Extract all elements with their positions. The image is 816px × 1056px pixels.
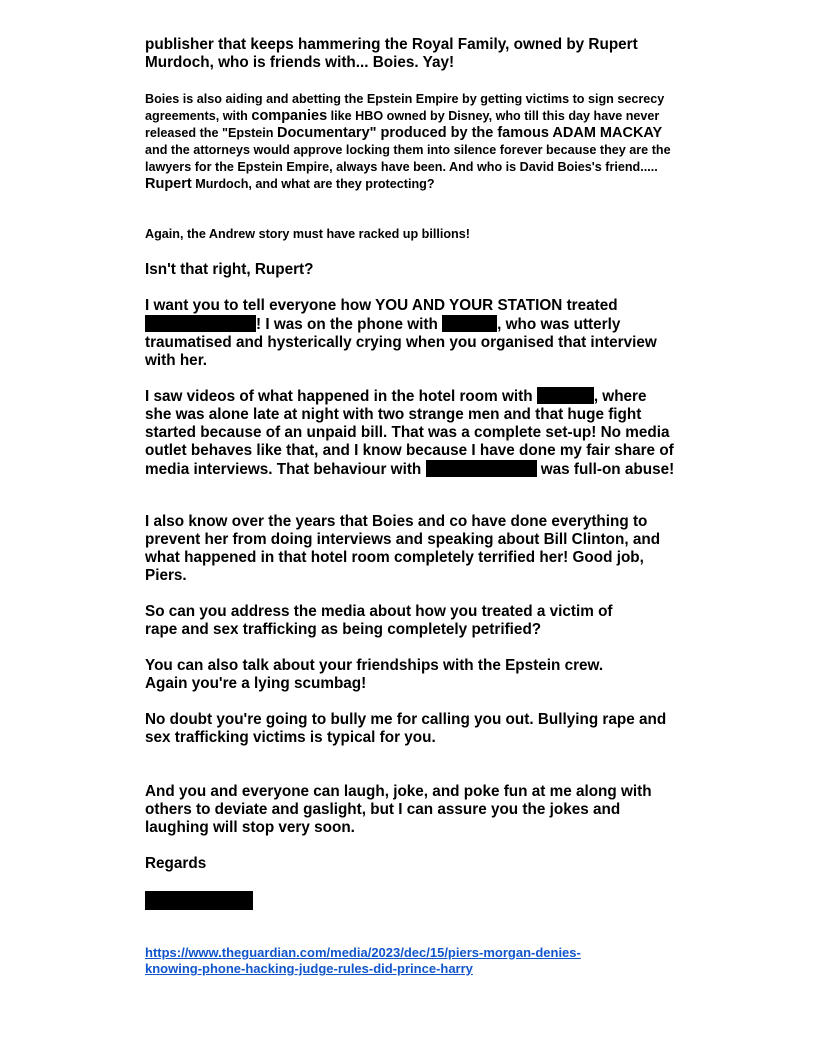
- paragraph-station-text-1: I want you to tell everyone how YOU AND YOUR STATION treated: [145, 297, 618, 314]
- paragraph-boies-text-4: Murdoch, and what are they protecting?: [191, 177, 435, 191]
- paragraph-hotel: [145, 387, 675, 479]
- paragraph-hotel-text-2: , where she was alone late at night with two strange men and that huge fight started because of an unpaid bill. That was a complete set-up! No media outlet behaves like that, and I know because I have done my fair share of media interviews. That behaviour with: [145, 388, 674, 478]
- redacted-name: [442, 315, 497, 332]
- paragraph-hotel-text-3: was full-on abuse!: [536, 461, 675, 478]
- paragraph-boies-companies: companies: [251, 108, 328, 124]
- paragraph-publisher: publisher that keeps hammering the Royal Family, owned by Rupert Murdoch, who is friends with... Boies. Yay!: [145, 36, 638, 71]
- paragraph-boies-and-co: I also know over the years that Boies and co have done everything to prevent her from doing interviews and speaking about Bill Clinton, and what happened in that hotel room completely terrified her! Good job, Piers.: [145, 513, 661, 584]
- paragraph-friendships: You can also talk about your friendships with the Epstein crew. Again you're a lying scumbag!: [145, 657, 604, 692]
- paragraph-boies-rupert: Rupert: [145, 176, 192, 192]
- paragraph-boies-text-3: and the attorneys would approve locking them into silence forever because they are the lawyers for the Epstein Empire, always have been. And who is David Boies's friend.....: [145, 143, 671, 174]
- paragraph-station: [145, 297, 675, 370]
- paragraph-boies-documentary: Documentary" produced by the famous ADAM MACKAY: [276, 125, 663, 141]
- paragraph-station-text-3: , who was utterly traumatised and hysterically crying when you organised that interview with her.: [145, 316, 657, 369]
- paragraph-bully: No doubt you're going to bully me for calling you out. Bullying rape and sex trafficking victims is typical for you.: [145, 711, 667, 746]
- paragraph-rupert-question: Isn't that right, Rupert?: [145, 261, 314, 278]
- paragraph-boies-text-2: like HBO owned by Disney, who till this day have never released the "Epstein: [145, 109, 660, 140]
- redacted-name: [145, 315, 256, 332]
- paragraph-station-text-2: ! I was on the phone with: [256, 316, 443, 333]
- redacted-signature: [145, 891, 253, 910]
- sign-off: Regards: [145, 855, 207, 872]
- paragraph-andrew: Again, the Andrew story must have racked up billions!: [145, 227, 470, 241]
- redacted-name: [426, 460, 537, 477]
- paragraph-boies-text-1: Boies is also aiding and abetting the Epstein Empire by getting victims to sign secrecy agreements, with: [145, 92, 665, 123]
- paragraph-address-media: So can you address the media about how you treated a victim of rape and sex trafficking as being completely petrified?: [145, 603, 613, 638]
- paragraph-hotel-text-1: I saw videos of what happened in the hotel room with: [145, 388, 537, 405]
- guardian-article-link[interactable]: https://www.theguardian.com/media/2023/dec/15/piers-morgan-denies-knowing-phone-hacking-judge-rules-did-prince-harry: [145, 945, 581, 976]
- paragraph-boies-secrecy: [145, 91, 675, 193]
- redacted-name: [537, 387, 594, 404]
- paragraph-laugh: And you and everyone can laugh, joke, and poke fun at me along with others to deviate and gaslight, but I can assure you the jokes and laughing will stop very soon.: [145, 783, 652, 836]
